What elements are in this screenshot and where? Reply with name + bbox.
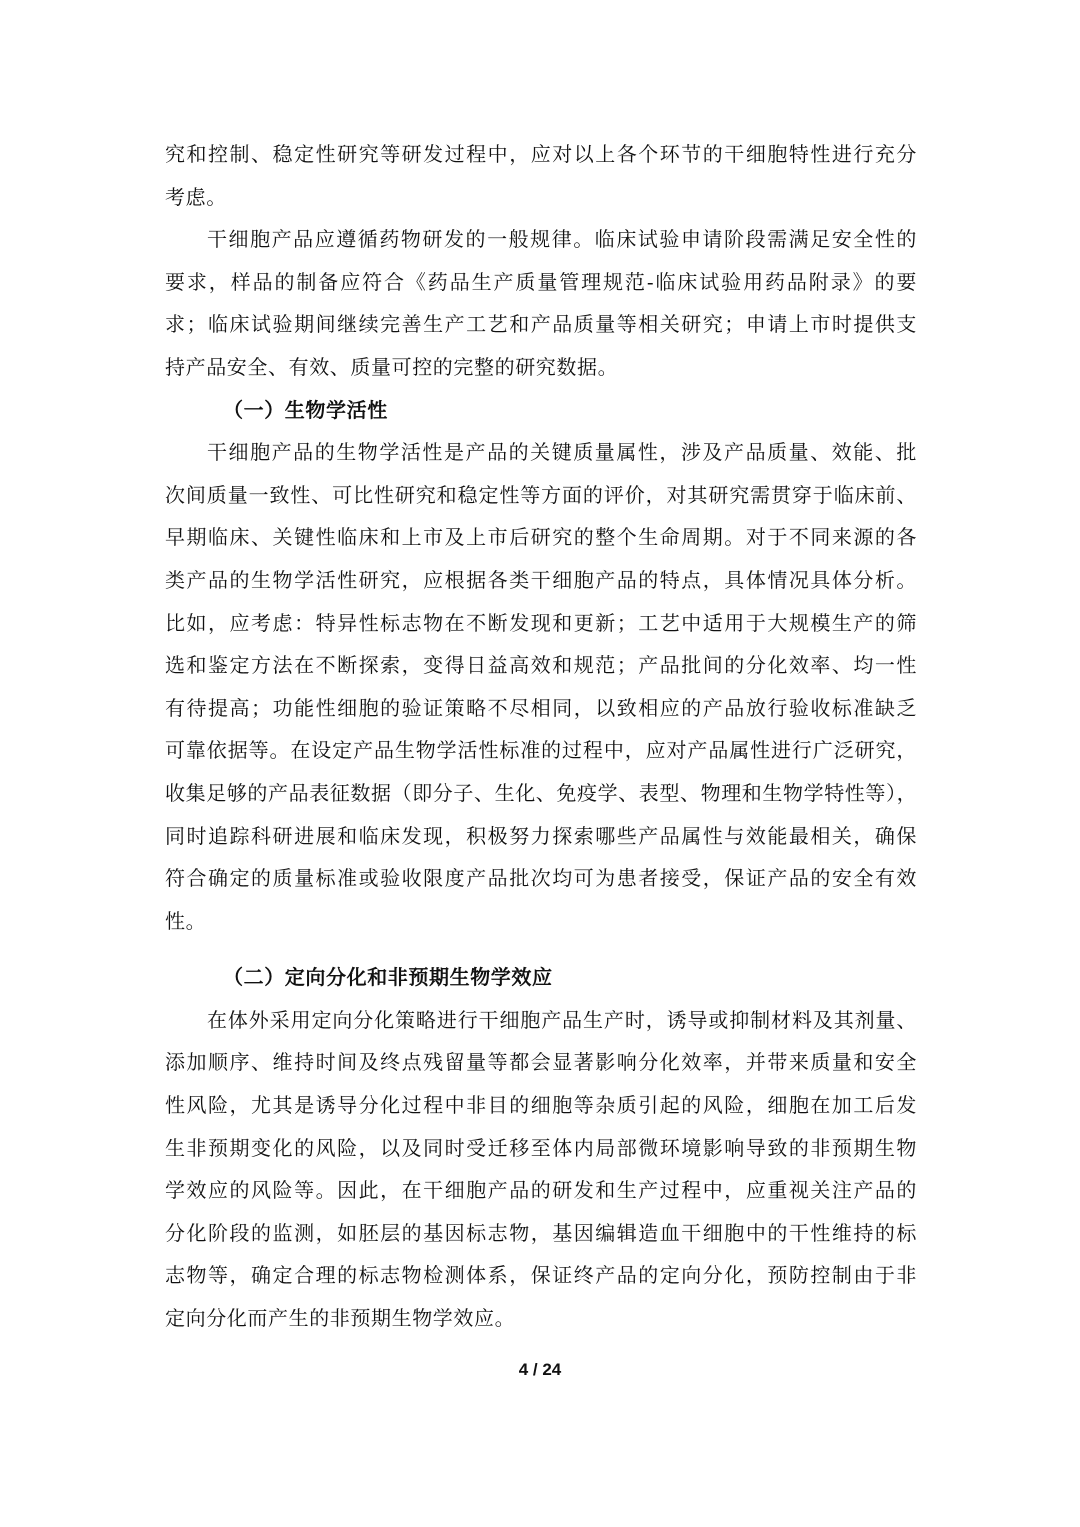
text-line: 收集足够的产品表征数据（即分子、生化、免疫学、表型、物理和生物学特性等）， xyxy=(165,780,918,805)
text-line: 性风险，尤其是诱导分化过程中非目的细胞等杂质引起的风险，细胞在加工后发 xyxy=(165,1093,917,1118)
text-line: 持产品安全、有效、质量可控的完整的研究数据。 xyxy=(165,354,619,379)
text-line: 志物等，确定合理的标志物检测体系，保证终产品的定向分化，预防控制由于非 xyxy=(165,1263,917,1288)
page-number: 4 / 24 xyxy=(518,1360,562,1379)
text-line: 有待提高；功能性细胞的验证策略不尽相同，以致相应的产品放行验收标准缺乏 xyxy=(165,695,917,720)
text-line: 考虑。 xyxy=(165,184,227,209)
section-gap xyxy=(165,942,917,956)
section-2 xyxy=(165,956,917,1339)
text-line: 可靠依据等。在设定产品生物学活性标准的过程中，应对产品属性进行广泛研究， xyxy=(165,738,917,763)
document-body xyxy=(165,133,917,1340)
text-line: 干细胞产品的生物学活性是产品的关键质量属性，涉及产品质量、效能、批 xyxy=(207,440,917,465)
continuation-paragraph xyxy=(165,133,917,218)
text-line: 分化阶段的监测，如胚层的基因标志物，基因编辑造血干细胞中的干性维持的标 xyxy=(165,1220,917,1245)
text-line: 次间质量一致性、可比性研究和稳定性等方面的评价，对其研究需贯穿于临床前、 xyxy=(165,482,917,507)
section-2-heading: （二）定向分化和非预期生物学效应 xyxy=(223,965,553,990)
text-line: 要求，样品的制备应符合《药品生产质量管理规范-临床试验用药品附录》的要 xyxy=(165,269,917,294)
text-line: 添加顺序、维持时间及终点残留量等都会显著影响分化效率，并带来质量和安全 xyxy=(165,1050,917,1075)
text-line: 学效应的风险等。因此，在干细胞产品的研发和生产过程中，应重视关注产品的 xyxy=(165,1178,917,1203)
general-paragraph xyxy=(165,218,917,388)
text-line: 求；临床试验期间继续完善生产工艺和产品质量等相关研究；申请上市时提供支 xyxy=(165,312,917,337)
section-1-heading: （一）生物学活性 xyxy=(223,397,388,422)
text-line: 选和鉴定方法在不断探索，变得日益高效和规范；产品批间的分化效率、均一性 xyxy=(165,653,917,678)
text-line: 在体外采用定向分化策略进行干细胞产品生产时，诱导或抑制材料及其剂量、 xyxy=(207,1007,917,1032)
text-line: 生非预期变化的风险，以及同时受迁移至体内局部微环境影响导致的非预期生物 xyxy=(165,1135,917,1160)
text-line: 定向分化而产生的非预期生物学效应。 xyxy=(165,1306,516,1331)
text-line: 类产品的生物学活性研究，应根据各类干细胞产品的特点，具体情况具体分析。 xyxy=(165,567,917,592)
text-line: 同时追踪科研进展和临床发现，积极努力探索哪些产品属性与效能最相关，确保 xyxy=(165,823,917,848)
section-1 xyxy=(165,389,917,943)
text-line: 比如，应考虑：特异性标志物在不断发现和更新；工艺中适用于大规模生产的筛 xyxy=(165,610,917,635)
text-line: 究和控制、稳定性研究等研发过程中，应对以上各个环节的干细胞特性进行充分 xyxy=(165,142,917,166)
text-line: 性。 xyxy=(165,908,207,933)
text-line: 早期临床、关键性临床和上市及上市后研究的整个生命周期。对于不同来源的各 xyxy=(165,525,917,550)
text-line: 干细胞产品应遵循药物研发的一般规律。临床试验申请阶段需满足安全性的 xyxy=(207,227,917,252)
text-line: 符合确定的质量标准或验收限度产品批次均可为患者接受，保证产品的安全有效 xyxy=(165,866,917,891)
